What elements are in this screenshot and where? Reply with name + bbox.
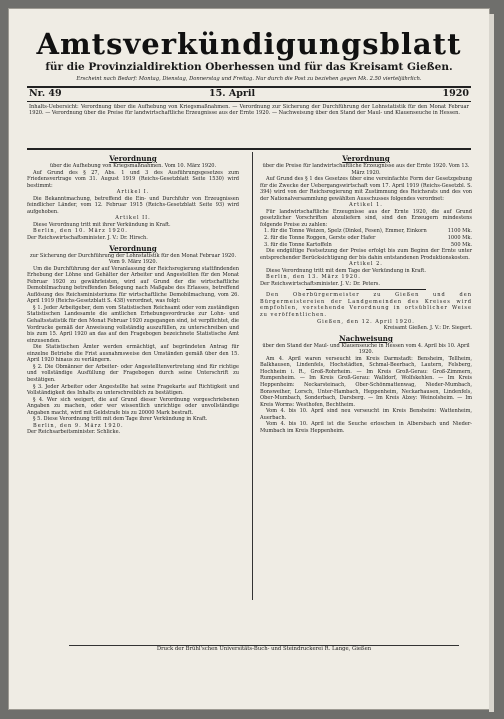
signature: Kreisamt Gießen. J. V.: Dr. Siegert.	[383, 325, 472, 332]
paragraph: Die Bekanntmachung, betreffend die Ein- und Durchfuhr von Erzeugnissen feindlicher Länder, vom 12. Februar 1915 (Reichs-Gesetzblatt Seite 93) wird aufgehoben.	[27, 195, 239, 215]
paragraph: Diese Verordnung tritt mit ihrer Verkündung in Kraft.	[33, 221, 171, 228]
masthead-subtitle: für die Provinzialdirektion Oberhessen und für das Kreisamt Gießen.	[45, 61, 453, 73]
section-subtitle: über den Stand der Maul- und Klauenseuche in Hessen vom 4. April bis 10. April 1920.	[262, 342, 470, 356]
price-item-value: 1100 Mk.	[447, 228, 472, 235]
left-column	[27, 152, 239, 436]
signature: Der Reichswirtschaftsminister. J. V.: Dr. Peters.	[260, 280, 380, 287]
section-subtitle: zur Sicherung der Durchführung der Lohnstatistik für den Monat Februar 1920. Vom 9. März 1920.	[29, 252, 237, 266]
masthead-title: Amtsverkündigungsblatt	[36, 27, 462, 61]
issue-date: 15. April	[209, 88, 256, 99]
paragraph: Auf Grund des § 27, Abs. 1 und 3 des Ausführungsgesetzes zum Friedensvertrage vom 31. August 1919 (Reichs-Gesetzblatt Seite 1530) wird bestimmt:	[27, 169, 239, 189]
issue-year: 1920	[442, 88, 469, 99]
paragraph: § 1. Jeder Arbeitgeber, dem vom Statistischen Reichsamt oder vom zuständigen Statistischen Landesamte die amtlichen Erhebungsvordrucke zur Lohn- und Gehaltsstatistik für den Monat Februar 1920 zugegangen sind, ist verpflichtet, die Vordrucke gemäß der Anweisung vollständig auszufüllen, zu unterschreiben und bis zum 15. April 1920 an das auf den Fragebogen bezeichnete Statistische Amt einzusenden.	[27, 304, 239, 344]
paragraph: Diese Verordnung tritt mit dem Tage der Verkündung in Kraft.	[266, 267, 426, 274]
paragraph: § 3. Jeder Arbeiter oder Angestellte hat seine Fragekarte auf Richtigkeit und Vollständigkeit des Inhalts zu unterschreiblich zu bestätigen.	[27, 383, 239, 397]
paragraph: § 2. Die Obmänner der Arbeiter- oder Angestelltenvertretung sind für richtige und vollständige Ausfüllung der Fragebogen durch seine Unterschrift zu bestätigen.	[27, 363, 239, 383]
section-heading: Verordnung	[109, 154, 157, 163]
paragraph: Auf Grund des § 1 des Gesetzes über eine vereinfachte Form der Gesetzgebung für die Zwecke der Uebergangswirtschaft vom 17. April 1919 (Reichs-Gesetzbl. S. 394) wird von der Reichsregierung mit Zustimmung des Reichsrats und des von der Nationalversammlung gewählten Ausschusses folgendes verordnet:	[260, 176, 472, 202]
paragraph: § 5. Diese Verordnung tritt mit dem Tage ihrer Verkündung in Kraft.	[33, 416, 208, 423]
paragraph: Vom 4. bis 10. April sind neu verseucht im Kreis Bensheim: Wattenheim, Auerbach.	[260, 408, 472, 421]
issue-number: Nr. 49	[29, 88, 62, 99]
section-heading: Nachweisung	[339, 333, 393, 343]
price-item-value: 500 Mk.	[450, 241, 472, 248]
issue-line	[29, 88, 469, 100]
paragraph: Die Statistischen Ämter werden ermächtigt, auf begründeten Antrag für einzelne Betriebe die Frist ausnahmsweise den Umständen gemäß über den 15. April 1920 hinaus zu verlängern.	[27, 344, 239, 364]
paragraph: Für landwirtschaftliche Erzeugnisse aus der Ernte 1920, die auf Grund gesetzlicher Vorschriften abzuliefern sind, sind den Erzeugern mindestens folgende Preise zu zahlen:	[260, 208, 472, 228]
place-date: Berlin, den 10. März 1920.	[33, 228, 128, 235]
price-item	[260, 242, 472, 249]
place-date: Berlin, den 9. März 1920.	[33, 422, 124, 429]
section-subtitle: über die Aufhebung von Kriegsmaßnahmen. Vom 10. März 1920.	[49, 163, 217, 169]
section-subtitle: über die Preise für landwirtschaftliche Erzeugnisse aus der Ernte 1920. Vom 13. März 1920.	[262, 163, 470, 176]
printer-imprint: Druck der Brühl'schen Universitäts-Buch- und Steindruckerei R. Lange, Gießen	[156, 646, 372, 652]
right-column	[260, 152, 472, 434]
issuance-note: Erscheint nach Bedarf: Montag, Dienstag, Donnerstag und Freitag. Nur durch die Post zu beziehen gegen Mk. 2.50 vierteljährlich.	[76, 76, 422, 82]
paragraph: Am 4. April waren verseucht im Kreis Darmstadt: Bensheim, Tellheim, Balkhausen, Lindenfels, Hochstädten, Schmal-Beerbach, Lautern, Felsberg, Hochheim i. R., Groß-Rohrheim. — Im Kreis Groß-Gerau: Groß-Zimmern, Rumpenheim. — Im Kreis Groß-Gerau: Walldorf, Wolfskehlen. — Im Kreis Heppenheim: Neckarsteinach, Ober-Schönmattenwag, Nieder-Mumbach, Bonsweiher, Lorsch, Unter-Hambach, Heppenheim, Neckarhausen, Lindenfels, Ober-Mumbach, Sonderbach, Darsberg. — Im Kreis Alzey: Weinolsheim. — Im Kreis Worms: Westhofen, Bechtheim.	[260, 355, 472, 408]
article-heading: Artikel 1.	[349, 202, 383, 209]
article-heading: Artikel 2.	[349, 261, 383, 268]
section-rule	[306, 289, 426, 290]
signature: Der Reichswirtschaftsminister. J. V.: Dr. Hirsch.	[27, 235, 148, 242]
price-item-label: 1. für die Tonne Weizen, Spelz (Dinkel, Fesen), Emmer, Einkorn	[264, 228, 427, 235]
article-heading: Artikel II.	[115, 215, 151, 222]
column-divider	[252, 152, 253, 600]
place-date: Berlin, den 13. März 1920.	[266, 274, 361, 281]
place-date: Gießen, den 12. April 1920.	[317, 318, 415, 325]
paragraph: § 4. Wer sich weigert, die auf Grund dieser Verordnung vorgeschriebenen Angaben zu machen, oder wer wissentlich unrichtige oder unvollständige Angaben macht, wird mit Geldstrafe bis zu 20000 Mark bestraft.	[27, 396, 239, 416]
article-heading: Artikel I.	[116, 189, 150, 196]
contents-rule	[27, 148, 471, 150]
price-item-value: 1000 Mk.	[447, 235, 472, 242]
paragraph: Um die Durchführung der auf Veranlassung der Reichsregierung stattfindenden Erhebung der Löhne und Gehälter der Arbeiter und Angestellten für den Monat Februar 1920 zu gewährleisten, wird auf Grund der die wirtschaftliche Demobilmachung betreffenden Belegung nach Maßgabe des Erlasses, betreffend Auflösung des Reichsministeriums für wirtschaftliche Demobilmachung, vom 26. April 1919 (Reichs-Gesetzblatt S. 438) verordnet, was folgt:	[27, 265, 239, 305]
table-of-contents: Inhalts-Uebersicht: Verordnung über die Aufhebung von Kriegsmaßnahmen. — Verordnung zur Sicherung der Durchführung der Lohnstatistik für den Monat Februar 1920. — Verordnung über die Preise für landwirtschaftliche Erzeugnisse aus der Ernte 1920. — Nachweisung über den Stand der Maul- und Klauenseuche in Hessen.	[29, 104, 469, 117]
page-edge	[489, 14, 494, 712]
paragraph: Vom 4. bis 10. April ist die Seuche erloschen in Albersbach und Nieder-Mumbach im Kreis Heppenheim.	[260, 421, 472, 434]
price-item-label: 3. für die Tonne Kartoffeln	[264, 241, 332, 248]
section-heading: Verordnung	[342, 154, 390, 163]
paragraph: Den Oberbürgermeister zu Gießen und den Bürgermeistereien der Landgemeinden des Kreises wird empfohlen, vorstehende Verordnung in ortsüblicher Weise zu veröffentlichen.	[260, 292, 472, 319]
paragraph: Die endgültige Festsetzung der Preise erfolgt bis zum Beginn der Ernte unter entsprechender Berücksichtigung der bis dahin entstandenen Produktionskosten.	[260, 248, 472, 261]
signature: Der Reichsarbeitsminister. Schlicke.	[27, 429, 121, 436]
section-heading: Verordnung	[109, 243, 157, 253]
price-item-label: 2. für die Tonne Roggen, Gerste oder Hafer	[264, 235, 376, 242]
newspaper-page	[9, 9, 489, 709]
header-rule-bottom	[27, 101, 471, 102]
